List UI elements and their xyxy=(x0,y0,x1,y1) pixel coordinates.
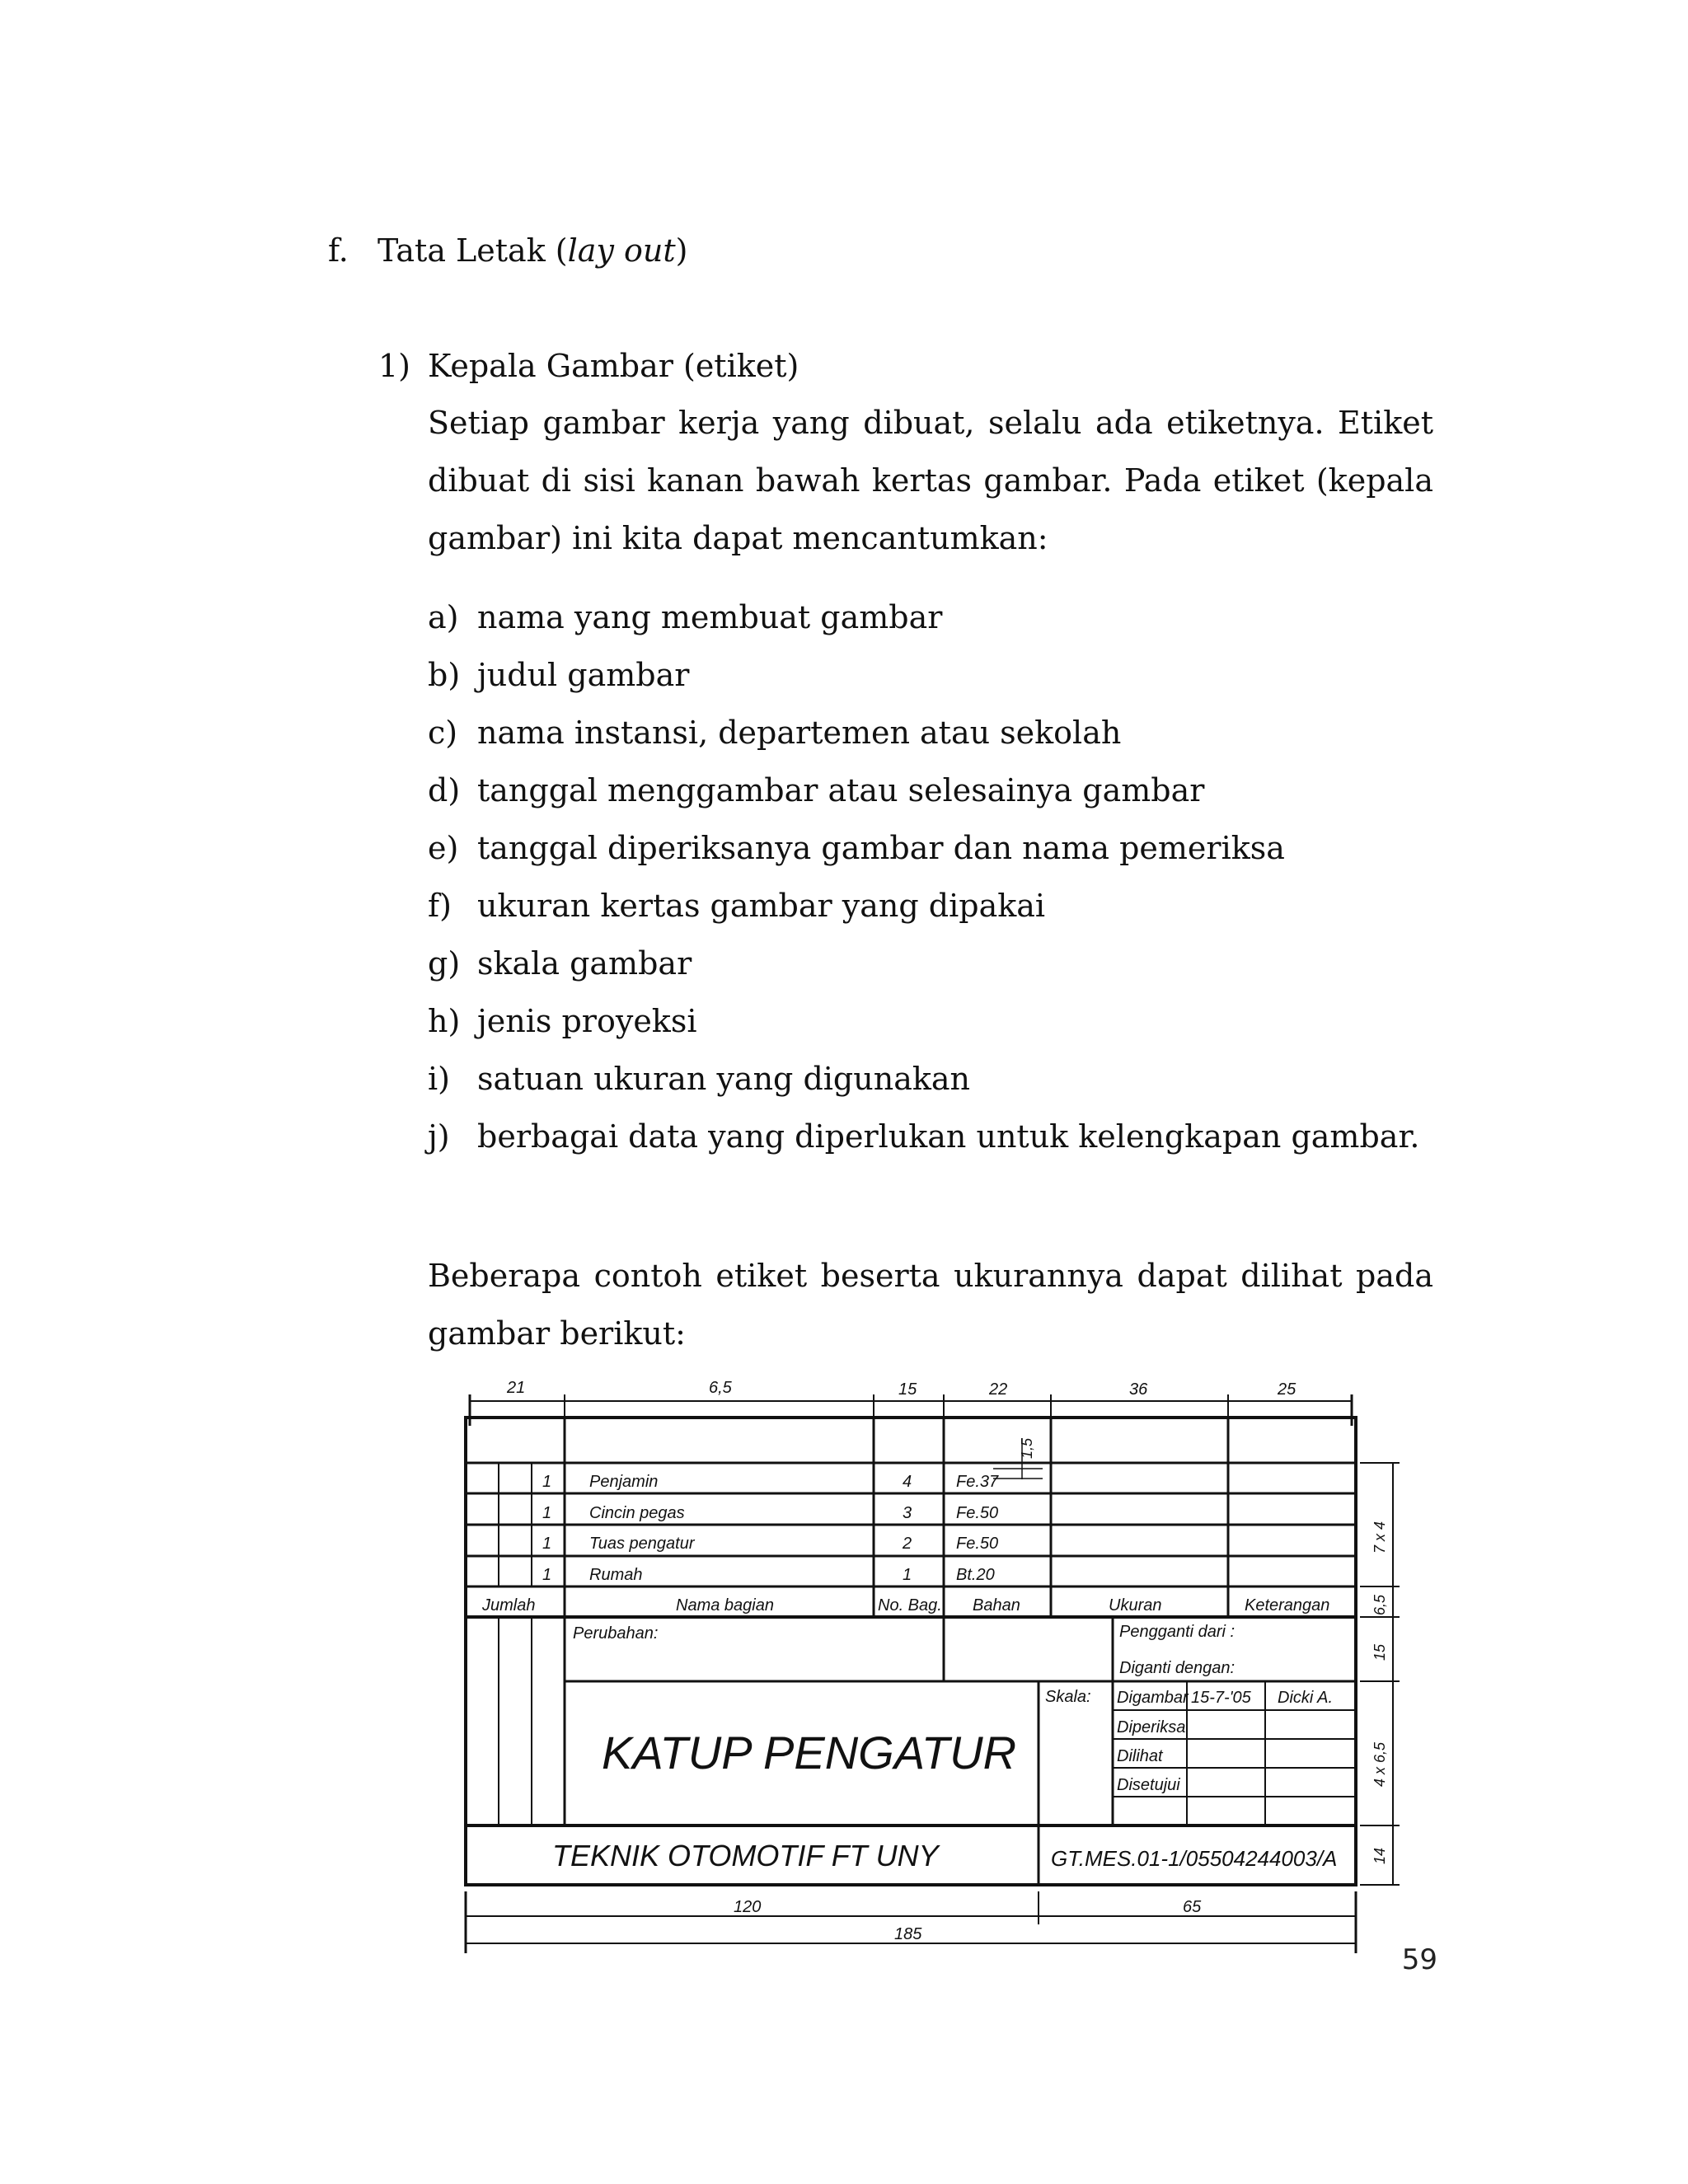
drawing-code: GT.MES.01-1/05504244003/A xyxy=(1051,1846,1338,1871)
part-material: Fe.37 xyxy=(956,1473,999,1491)
part-qty: 1 xyxy=(542,1504,552,1522)
dim-label: 21 xyxy=(507,1379,526,1397)
dim-label-small: 1,5 xyxy=(1019,1437,1035,1459)
part-number: 2 xyxy=(903,1535,912,1553)
part-qty: 1 xyxy=(542,1566,552,1584)
dim-label-bottom: 185 xyxy=(894,1925,922,1943)
header-keterangan: Keterangan xyxy=(1245,1596,1330,1615)
drawn-by: Dicki A. xyxy=(1278,1689,1334,1707)
part-number: 1 xyxy=(903,1566,912,1584)
list-item: g) skala gambar xyxy=(428,945,692,982)
part-name: Penjamin xyxy=(589,1473,659,1491)
perubahan-label: Perubahan: xyxy=(573,1624,659,1643)
institution-name: TEKNIK OTOMOTIF FT UNY xyxy=(552,1839,939,1872)
part-material: Fe.50 xyxy=(956,1504,999,1522)
part-material: Bt.20 xyxy=(956,1566,995,1584)
dim-label: 25 xyxy=(1278,1380,1296,1399)
title-block-drawing xyxy=(445,1376,1434,1953)
list-item: e) tanggal diperiksanya gambar dan nama pemeriksa xyxy=(428,830,1285,866)
list-item: b) judul gambar xyxy=(428,657,690,693)
dim-label: 15 xyxy=(898,1380,917,1399)
subsection-heading xyxy=(378,348,799,384)
list-item: i) satuan ukuran yang digunakan xyxy=(428,1061,971,1097)
dilihat-label: Dilihat xyxy=(1117,1747,1163,1765)
dim-label-right: 6,5 xyxy=(1372,1594,1388,1615)
drawn-date: 15-7-'05 xyxy=(1191,1689,1251,1707)
dim-label-bottom: 65 xyxy=(1183,1898,1202,1916)
page-number: 59 xyxy=(1401,1943,1437,1976)
figure-intro-paragraph: Beberapa contoh etiket beserta ukurannya dapat dilihat pada gambar berikut: xyxy=(428,1258,1433,1352)
part-name: Rumah xyxy=(589,1566,643,1584)
diperiksa-label: Diperiksa xyxy=(1117,1718,1186,1736)
dim-label-right: 15 xyxy=(1372,1643,1388,1661)
digambar-label: Digambar xyxy=(1117,1689,1189,1707)
list-item: a) nama yang membuat gambar xyxy=(428,599,943,635)
section-marker: f. xyxy=(328,232,349,269)
section-title-pre: Tata Letak ( xyxy=(377,232,568,269)
list-item: h) jenis proyeksi xyxy=(428,1003,697,1039)
list-item: c) nama instansi, departemen atau sekolah xyxy=(428,715,1122,751)
header-bahan: Bahan xyxy=(973,1596,1020,1615)
section-title-em: lay out xyxy=(567,232,676,269)
dim-label: 36 xyxy=(1129,1380,1148,1399)
list-item: f) ukuran kertas gambar yang dipakai xyxy=(428,888,1046,924)
diganti-label: Diganti dengan: xyxy=(1119,1659,1236,1677)
dim-label-right: 4 x 6,5 xyxy=(1372,1741,1388,1787)
header-ukuran: Ukuran xyxy=(1109,1596,1162,1615)
part-qty: 1 xyxy=(542,1473,552,1491)
dim-label-right: 14 xyxy=(1372,1847,1388,1864)
intro-paragraph: Setiap gambar kerja yang dibuat, selalu ada etiketnya. Etiket dibuat di sisi kanan bawah kertas gambar. Pada etiket (kepala gambar) ini kita dapat mencantumkan: xyxy=(428,405,1433,556)
section-title-post: ) xyxy=(675,232,688,269)
dim-label-bottom: 120 xyxy=(734,1898,762,1916)
part-number: 3 xyxy=(903,1504,912,1522)
dim-label: 6,5 xyxy=(709,1379,732,1397)
header-jumlah: Jumlah xyxy=(482,1596,536,1615)
dim-label: 22 xyxy=(989,1380,1008,1399)
disetujui-label: Disetujui xyxy=(1117,1776,1180,1794)
skala-label: Skala: xyxy=(1045,1688,1091,1706)
subsection-title: Kepala Gambar (etiket) xyxy=(428,348,799,384)
part-name: Tuas pengatur xyxy=(589,1535,695,1553)
part-qty: 1 xyxy=(542,1535,552,1553)
header-no-bag: No. Bag. xyxy=(878,1596,942,1615)
header-nama-bagian: Nama bagian xyxy=(676,1596,774,1615)
subsection-marker: 1) xyxy=(378,348,411,384)
part-material: Fe.50 xyxy=(956,1535,999,1553)
list-item: d) tanggal menggambar atau selesainya gambar xyxy=(428,772,1205,808)
dim-label-right: 7 x 4 xyxy=(1372,1521,1388,1554)
list-item: j) berbagai data yang diperlukan untuk kelengkapan gambar. xyxy=(428,1118,1420,1155)
drawing-title: KATUP PENGATUR xyxy=(602,1727,1017,1779)
part-name: Cincin pegas xyxy=(589,1504,685,1522)
pengganti-label: Pengganti dari : xyxy=(1119,1623,1236,1641)
part-number: 4 xyxy=(903,1473,912,1491)
section-heading xyxy=(328,232,687,269)
